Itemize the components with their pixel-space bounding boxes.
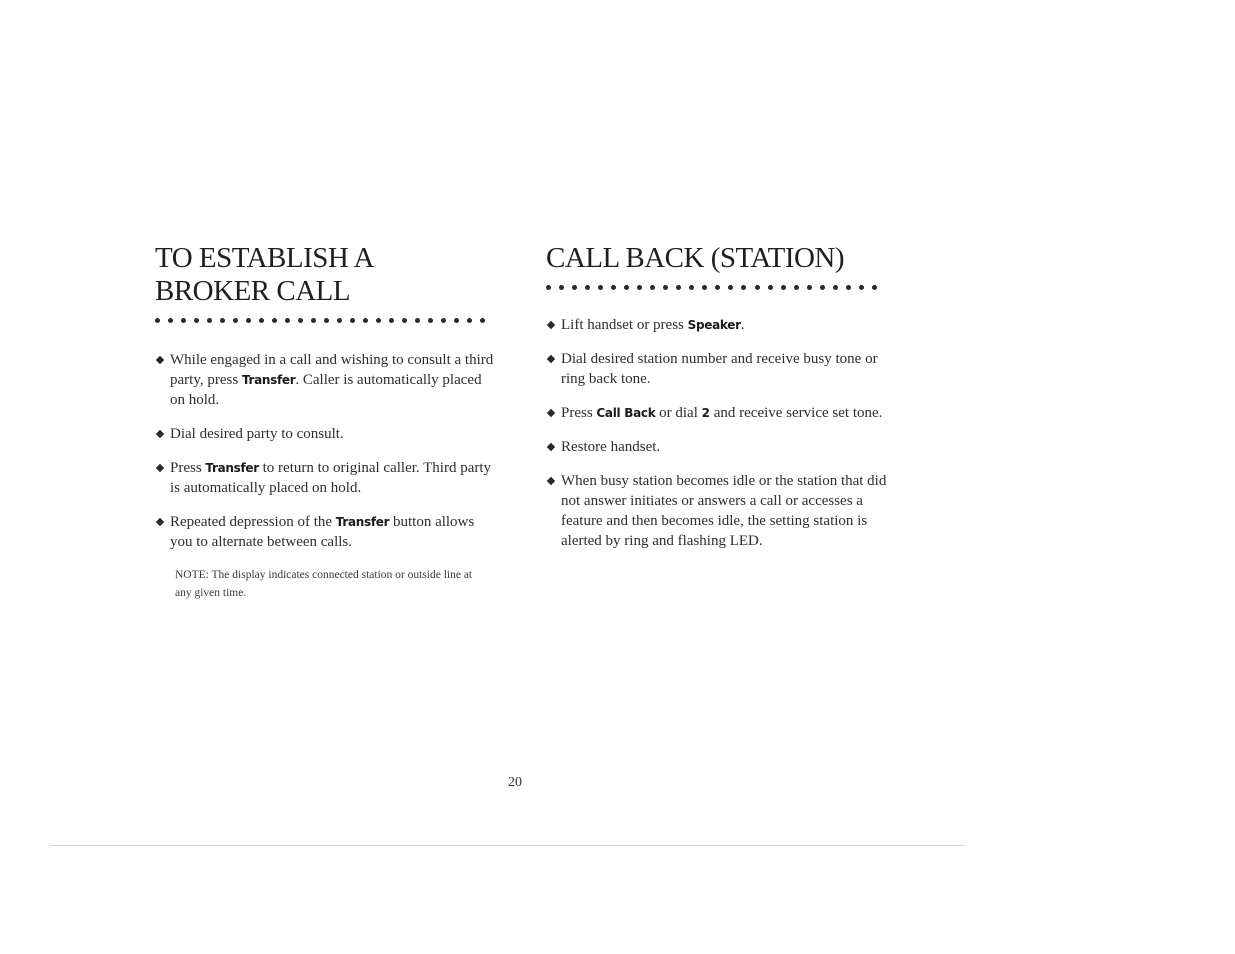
divider-dot: [807, 285, 812, 290]
call-back-steps: [546, 315, 891, 551]
divider-dot: [402, 318, 407, 323]
divider-dot: [833, 285, 838, 290]
diamond-bullet-icon: [547, 443, 555, 451]
divider-dot: [441, 318, 446, 323]
divider-dot: [794, 285, 799, 290]
diamond-bullet-icon: [547, 321, 555, 329]
diamond-bullet-icon: [156, 464, 164, 472]
divider-dot: [650, 285, 655, 290]
divider-dot: [755, 285, 760, 290]
divider-dot: [389, 318, 394, 323]
divider-dot: [624, 285, 629, 290]
broker-call-heading-line1: TO ESTABLISH A: [155, 242, 374, 274]
list-item: Lift handset or press Speaker.: [546, 315, 891, 335]
speaker-key-label: Speaker: [687, 318, 741, 332]
divider-dot: [859, 285, 864, 290]
transfer-key-label: Transfer: [335, 515, 390, 529]
list-item: Press Transfer to return to original caller. Third party is automatically placed on hold.: [155, 458, 495, 498]
dial-digit: 2: [701, 406, 710, 420]
broker-call-heading: [155, 242, 495, 308]
divider-dot: [246, 318, 251, 323]
divider-dot: [233, 318, 238, 323]
list-item: When busy station becomes idle or the station that did not answer initiates or answers a call or accesses a feature and then becomes idle, the setting station is alerted by ring and flashing LED.: [546, 471, 891, 551]
divider-dot: [728, 285, 733, 290]
diamond-bullet-icon: [156, 518, 164, 526]
call-back-section: [546, 242, 891, 565]
divider-dot: [768, 285, 773, 290]
broker-call-heading-line2: BROKER CALL: [155, 275, 351, 307]
divider-dot: [663, 285, 668, 290]
divider-dot: [611, 285, 616, 290]
list-item: Dial desired party to consult.: [155, 424, 495, 444]
divider-dot: [272, 318, 277, 323]
divider-dot: [676, 285, 681, 290]
divider-dot: [467, 318, 472, 323]
divider-dot: [259, 318, 264, 323]
divider-dot: [846, 285, 851, 290]
divider-dot: [415, 318, 420, 323]
diamond-bullet-icon: [547, 355, 555, 363]
diamond-bullet-icon: [156, 356, 164, 364]
divider-dot: [363, 318, 368, 323]
list-item: Restore handset.: [546, 437, 891, 457]
list-item: Press Call Back or dial 2 and receive service set tone.: [546, 403, 891, 423]
divider-dot: [702, 285, 707, 290]
divider-dot: [207, 318, 212, 323]
divider-dot: [715, 285, 720, 290]
divider-dot: [311, 318, 316, 323]
divider-dot: [376, 318, 381, 323]
divider-dot: [572, 285, 577, 290]
divider-dot: [741, 285, 746, 290]
divider-dot: [155, 318, 160, 323]
dotted-divider: [155, 318, 485, 326]
page-edge-line: [50, 845, 965, 846]
page-number: 20: [508, 775, 522, 790]
divider-dot: [220, 318, 225, 323]
list-item: Repeated depression of the Transfer button allows you to alternate between calls.: [155, 512, 495, 552]
display-note: NOTE: The display indicates connected station or outside line at any given time.: [175, 569, 473, 599]
divider-dot: [781, 285, 786, 290]
diamond-bullet-icon: [156, 430, 164, 438]
diamond-bullet-icon: [547, 477, 555, 485]
divider-dot: [454, 318, 459, 323]
divider-dot: [428, 318, 433, 323]
divider-dot: [585, 285, 590, 290]
divider-dot: [194, 318, 199, 323]
divider-dot: [181, 318, 186, 323]
divider-dot: [546, 285, 551, 290]
divider-dot: [598, 285, 603, 290]
divider-dot: [298, 318, 303, 323]
call-back-key-label: Call Back: [596, 406, 656, 420]
divider-dot: [689, 285, 694, 290]
divider-dot: [559, 285, 564, 290]
divider-dot: [168, 318, 173, 323]
divider-dot: [337, 318, 342, 323]
diamond-bullet-icon: [547, 409, 555, 417]
transfer-key-label: Transfer: [241, 373, 296, 387]
divider-dot: [324, 318, 329, 323]
transfer-key-label: Transfer: [205, 461, 259, 475]
divider-dot: [872, 285, 877, 290]
broker-call-steps: [155, 350, 495, 552]
divider-dot: [480, 318, 485, 323]
call-back-heading: CALL BACK (STATION): [546, 242, 845, 274]
divider-dot: [820, 285, 825, 290]
divider-dot: [350, 318, 355, 323]
divider-dot: [285, 318, 290, 323]
dotted-divider: [546, 285, 877, 293]
list-item: While engaged in a call and wishing to consult a third party, press Transfer. Caller is automatically placed on hold.: [155, 350, 495, 410]
divider-dot: [637, 285, 642, 290]
list-item: Dial desired station number and receive busy tone or ring back tone.: [546, 349, 891, 389]
broker-call-section: [155, 242, 495, 602]
